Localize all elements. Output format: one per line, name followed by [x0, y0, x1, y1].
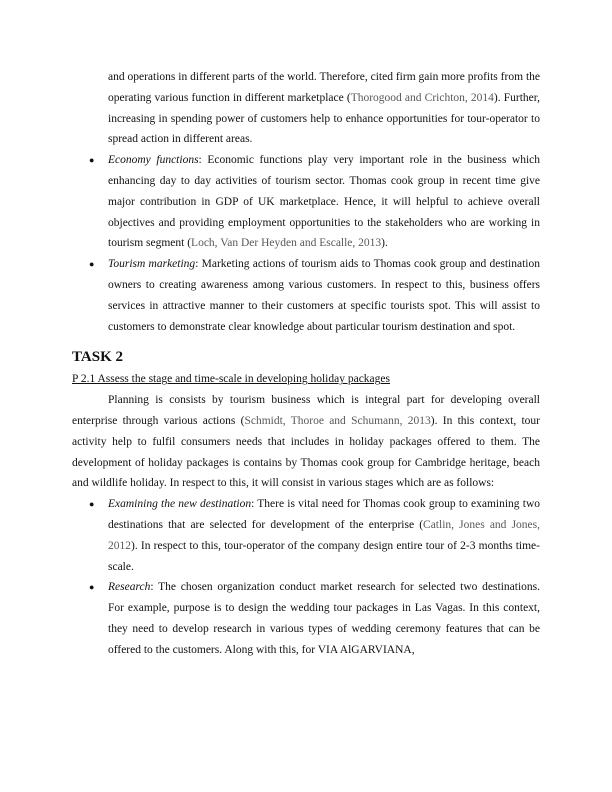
bullet-icon: ●	[89, 155, 95, 166]
list-item: ● Economy functions: Economic functions play very important role in the business which enhancing day to day activities of tourism sector. Thomas cook group in recent time give major contribution in GDP of UK marketplace. Hence, it will helpful to achieve overall objectives and providing employment opportunities to the stakeholders who are working in tourism segment (Loch, Van Der Heyden and Escalle, 2013).	[72, 150, 540, 254]
list-item: ● Tourism marketing: Marketing actions of tourism aids to Thomas cook group and destination owners to creating awareness among various customers. In respect to this, business offers services in attractive manner to their customers at specific tourists spot. This will assist to customers to demonstrate clear knowledge about particular tourism destination and spot.	[72, 254, 540, 337]
citation: Schmidt, Thoroe and Schumann, 2013	[244, 414, 431, 427]
bullet-list-stages	[72, 494, 540, 660]
bullet-icon: ●	[89, 582, 95, 593]
bullet-term: Tourism marketing	[108, 258, 196, 271]
citation: Thorogood and Crichton, 2014	[350, 91, 494, 104]
bullet-icon: ●	[89, 499, 95, 510]
bullet-term: Examining the new destination	[108, 498, 252, 511]
bullet-term: Economy functions	[108, 154, 199, 167]
citation: Loch, Van Der Heyden and Escalle, 2013	[191, 237, 382, 250]
bullet-icon: ●	[89, 259, 95, 270]
page-content	[72, 67, 540, 661]
list-item: ● Research: The chosen organization conduct market research for selected two destinations. For example, purpose is to design the wedding tour packages in Las Vagas. In this context, they need to develop research in various types of wedding ceremony features that can be offered to the customers. Along with this, for VIA AlGARVIANA,	[72, 577, 540, 660]
continuation-paragraph: and operations in different parts of the world. Therefore, cited firm gain more profits from the operating various function in different marketplace (Thorogood and Crichton, 2014). Further, increasing in spending power of customers help to enhance opportunities for tour-operator to spread action in different areas.	[108, 71, 540, 146]
task-heading: TASK 2	[72, 349, 123, 366]
bullet-list-functions	[72, 150, 540, 337]
citation: Catlin, Jones and Jones, 2012	[108, 518, 540, 552]
list-item: ● Examining the new destination: There is vital need for Thomas cook group to examining two destinations that are selected for development of the enterprise (Catlin, Jones and Jones, 2012). In respect to this, tour-operator of the company design entire tour of 2-3 months time-scale.	[72, 494, 540, 577]
body-paragraph: Planning is consists by tourism business which is integral part for developing overall enterprise through various actions (Schmidt, Thoroe and Schumann, 2013). In this context, tour activity help to fulfil consumers needs that includes in holiday packages offered to them. The development of holiday packages is contains by Thomas cook group for Cambridge heritage, beach and wildlife holiday. In respect to this, it will consist in various stages which are as follows:	[72, 394, 540, 490]
section-subheading: P 2.1 Assess the stage and time-scale in developing holiday packages	[72, 373, 390, 386]
bullet-term: Research	[108, 581, 151, 594]
